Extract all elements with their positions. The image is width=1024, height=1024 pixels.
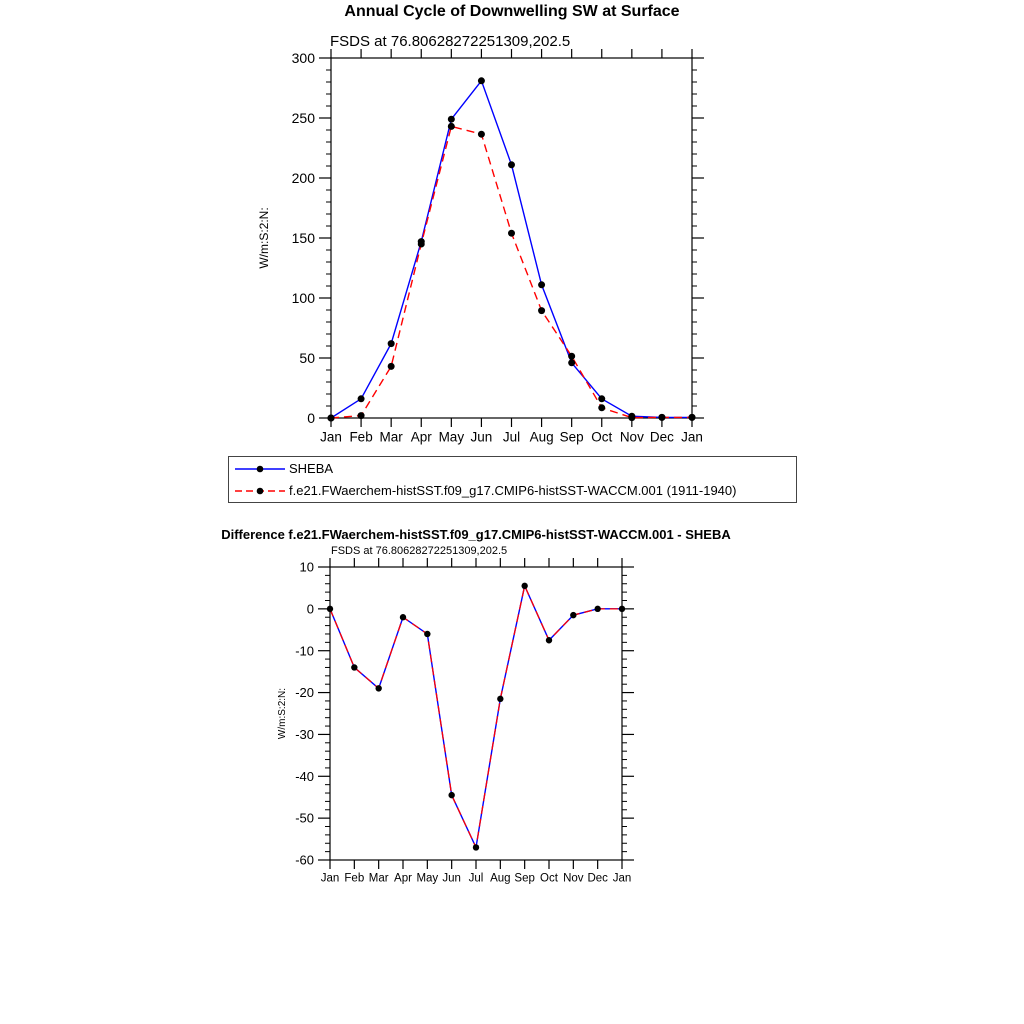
data-point-marker: [375, 685, 381, 691]
data-point-marker: [328, 415, 335, 422]
series-line-0: [330, 586, 622, 848]
series-line-0: [331, 81, 692, 418]
data-point-marker: [598, 404, 605, 411]
y-tick-label: -60: [295, 852, 314, 868]
x-tick-label: Jun: [470, 429, 493, 445]
top-chart-title: Annual Cycle of Downwelling SW at Surface: [344, 3, 680, 20]
data-point-marker: [351, 664, 357, 670]
top-chart-subtitle: FSDS at 76.80628272251309,202.5: [330, 33, 571, 50]
data-point-marker: [568, 359, 575, 366]
data-point-marker: [327, 606, 333, 612]
data-point-marker: [418, 241, 425, 248]
y-axis-title: W/m:S:2:N:: [257, 207, 271, 269]
x-tick-label: Jan: [681, 429, 703, 445]
y-tick-label: 10: [299, 559, 314, 575]
y-tick-label: 100: [291, 289, 315, 306]
y-tick-label: 0: [307, 409, 315, 426]
y-tick-label: 150: [291, 229, 315, 246]
x-tick-label: Apr: [410, 429, 432, 445]
x-tick-label: May: [416, 872, 439, 885]
legend-line-sample-model-icon: [234, 484, 286, 498]
legend-line-sample-sheba-icon: [234, 462, 286, 476]
legend-label-model: f.e21.FWaerchem-histSST.f09_g17.CMIP6-histSST-WACCM.001 (1911-1940): [289, 483, 737, 498]
legend-item-sheba: [229, 458, 796, 480]
x-tick-label: Jan: [320, 872, 340, 885]
data-point-marker: [521, 583, 527, 589]
data-point-marker: [388, 340, 395, 347]
data-point-marker: [546, 637, 552, 643]
data-point-marker: [538, 307, 545, 314]
data-point-marker: [478, 131, 485, 138]
data-point-marker: [400, 614, 406, 620]
y-tick-label: -40: [295, 768, 314, 784]
x-tick-label: Mar: [379, 429, 403, 445]
data-point-marker: [448, 123, 455, 130]
plot-frame: [330, 567, 622, 860]
x-tick-label: Sep: [559, 429, 584, 445]
x-tick-label: Nov: [563, 872, 584, 885]
data-point-marker: [594, 606, 600, 612]
series-overlay-0: [330, 586, 622, 848]
data-point-marker: [473, 844, 479, 850]
y-tick-label: 200: [291, 169, 315, 186]
y-tick-label: -50: [295, 810, 314, 826]
data-point-marker: [628, 414, 635, 421]
data-point-marker: [689, 414, 696, 421]
x-tick-label: Oct: [540, 872, 558, 885]
x-tick-label: Sep: [514, 872, 535, 885]
series-line-1: [331, 126, 692, 418]
x-tick-label: Oct: [591, 429, 613, 445]
x-tick-label: Aug: [490, 872, 511, 885]
legend-sample-marker: [257, 465, 264, 472]
data-point-marker: [538, 281, 545, 288]
x-tick-label: Aug: [529, 429, 554, 445]
y-tick-label: -10: [295, 643, 314, 659]
difference-chart-title: Difference f.e21.FWaerchem-histSST.f09_g17.CMIP6-histSST-WACCM.001 - SHEBA: [221, 527, 731, 542]
data-point-marker: [508, 161, 515, 168]
y-tick-label: 250: [291, 109, 315, 126]
x-tick-label: Jan: [320, 429, 342, 445]
data-point-marker: [448, 116, 455, 123]
data-point-marker: [598, 395, 605, 402]
x-tick-label: Apr: [394, 872, 412, 885]
x-tick-label: Dec: [649, 429, 674, 445]
data-point-marker: [448, 792, 454, 798]
x-tick-label: Nov: [619, 429, 644, 445]
top-chart: [230, 50, 730, 450]
legend: [228, 456, 797, 503]
data-point-marker: [508, 230, 515, 237]
y-axis-title: W/m:S:2:N:: [277, 687, 288, 740]
plot-frame: [331, 58, 692, 418]
data-point-marker: [658, 414, 665, 421]
y-tick-label: -20: [295, 685, 314, 701]
legend-sample-marker: [257, 487, 264, 494]
x-tick-label: Dec: [587, 872, 608, 885]
legend-item-model: [229, 480, 796, 502]
x-tick-label: Jul: [468, 872, 484, 885]
x-tick-label: Mar: [368, 872, 389, 885]
x-tick-label: May: [438, 429, 465, 445]
difference-chart: [230, 558, 670, 893]
data-point-marker: [568, 353, 575, 360]
legend-label-sheba: SHEBA: [289, 461, 334, 476]
data-point-marker: [424, 631, 430, 637]
data-point-marker: [388, 363, 395, 370]
y-tick-label: 50: [299, 349, 315, 366]
data-point-marker: [478, 77, 485, 84]
x-tick-label: Jan: [612, 872, 632, 885]
x-tick-label: Feb: [349, 429, 373, 445]
x-tick-label: Jul: [502, 429, 521, 445]
y-tick-label: 300: [291, 49, 315, 66]
data-point-marker: [619, 606, 625, 612]
data-point-marker: [497, 696, 503, 702]
x-tick-label: Jun: [442, 872, 461, 885]
y-tick-label: -30: [295, 726, 314, 742]
difference-chart-subtitle: FSDS at 76.80628272251309,202.5: [331, 545, 508, 557]
data-point-marker: [358, 412, 365, 419]
x-tick-label: Feb: [344, 872, 365, 885]
data-point-marker: [358, 395, 365, 402]
data-point-marker: [570, 612, 576, 618]
y-tick-label: 0: [306, 601, 314, 617]
